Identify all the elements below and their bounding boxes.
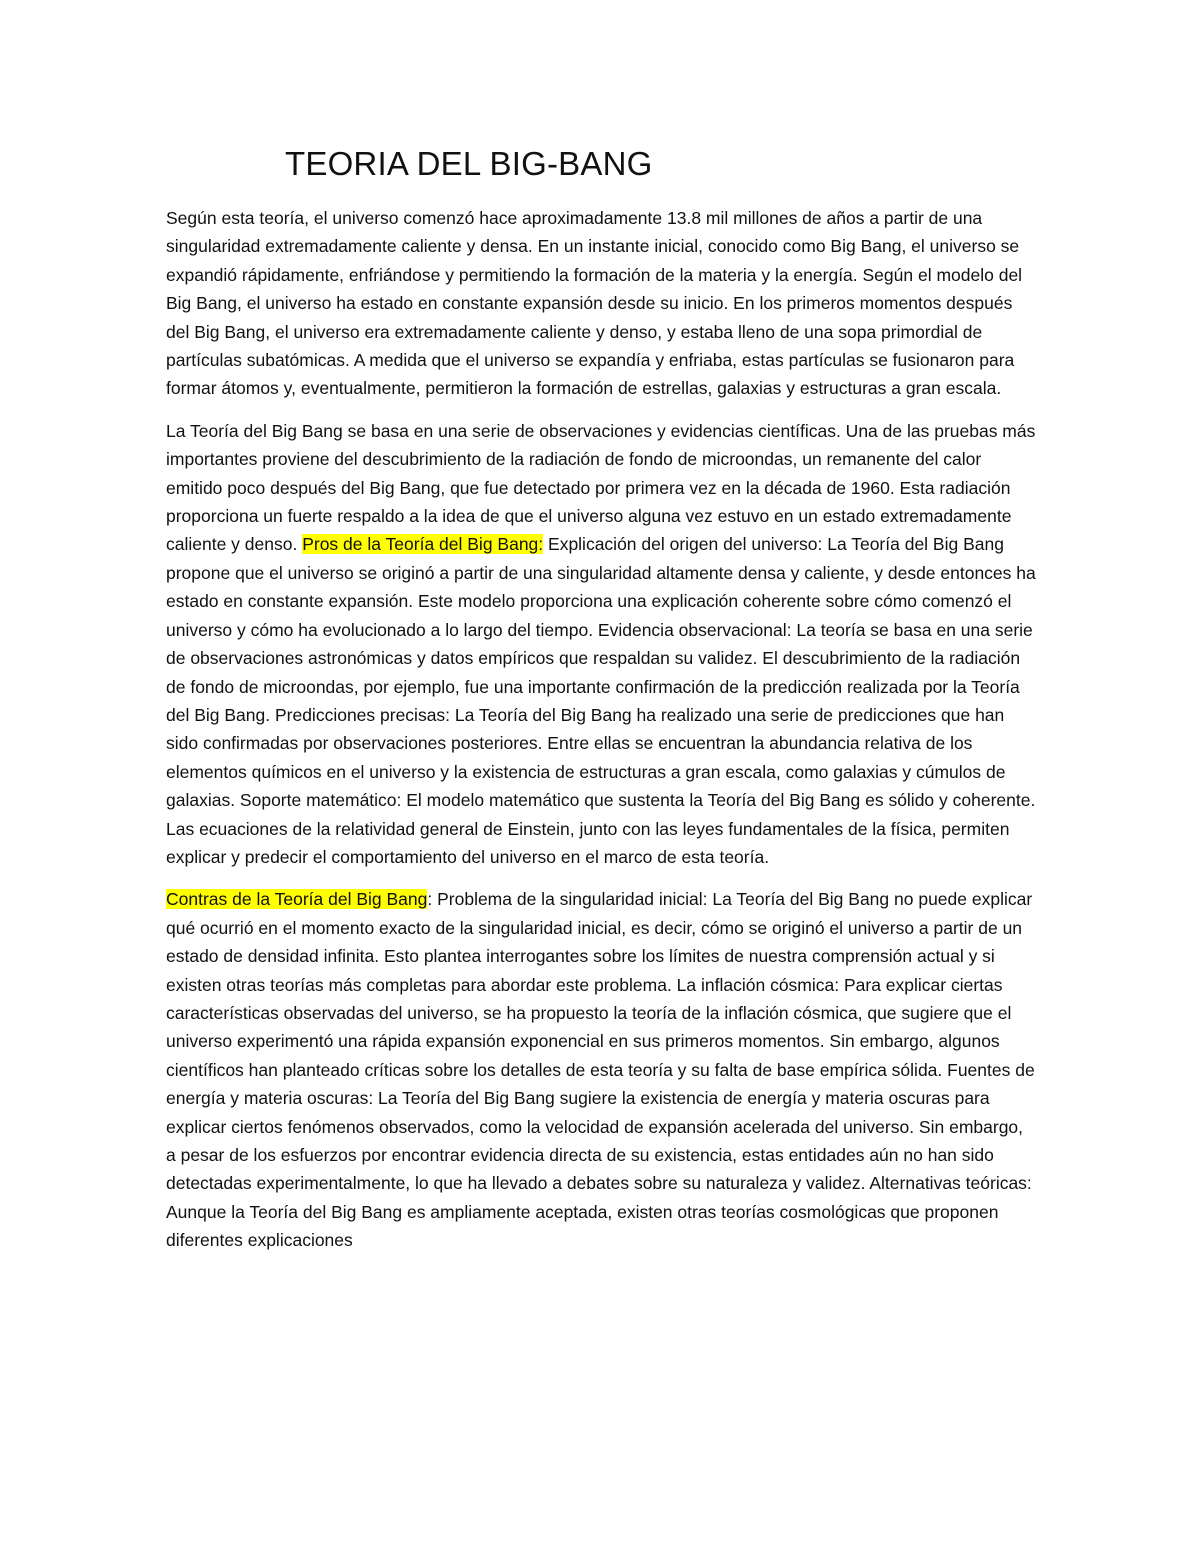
paragraph-contras [166,885,1036,1254]
pros-heading-highlight: Pros de la Teoría del Big Bang: [302,534,544,555]
paragraph-evidence-text: La Teoría del Big Bang se basa en una serie de observaciones y evidencias científicas. Una de las pruebas más importantes proviene del descubrimiento de la radiación de fondo de microondas, un remanente del calor emitido poco después del Big Bang, que fue detectado por primera vez en la década de 1960. Esta radiación proporciona un fuerte respaldo a la idea de que el universo alguna vez estuvo en un estado extremadamente caliente y denso. [166,420,1036,555]
paragraph-evidence-and-pros [166,417,1036,872]
contras-heading-highlight: Contras de la Teoría del Big Bang [166,889,428,910]
pros-body-text: Explicación del origen del universo: La Teoría del Big Bang propone que el universo se originó a partir de una singularidad altamente densa y caliente, y desde entonces ha estado en constante expansión. Este modelo proporciona una explicación coherente sobre cómo comenzó el universo y cómo ha evolucionado a lo largo del tiempo. Evidencia observacional: La teoría se basa en una serie de observaciones astronómicas y datos empíricos que respaldan su validez. El descubrimiento de la radiación de fondo de microondas, por ejemplo, fue una importante confirmación de la predicción realizada por la Teoría del Big Bang. Predicciones precisas: La Teoría del Big Bang ha realizado una serie de predicciones que han sido confirmadas por observaciones posteriores. Entre ellas se encuentran la abundancia relativa de los elementos químicos en el universo y la existencia de estructuras a gran escala, como galaxias y cúmulos de galaxias. Soporte matemático: El modelo matemático que sustenta la Teoría del Big Bang es sólido y coherente. Las ecuaciones de la relatividad general de Einstein, junto con las leyes fundamentales de la física, permiten explicar y predecir el comportamiento del universo en el marco de esta teoría. [166,534,1036,867]
document-title: TEORIA DEL BIG-BANG [285,145,653,182]
contras-body-text: : Problema de la singularidad inicial: La Teoría del Big Bang no puede explicar qué ocurrió en el momento exacto de la singularidad inicial, es decir, cómo se originó el universo a partir de un estado de densidad infinita. Esto plantea interrogantes sobre los límites de nuestra comprensión actual y si existen otras teorías más completas para abordar este problema. La inflación cósmica: Para explicar ciertas características observadas del universo, se ha propuesto la teoría de la inflación cósmica, que sugiere que el universo experimentó una rápida expansión exponencial en sus primeros momentos. Sin embargo, algunos científicos han planteado críticas sobre los detalles de esta teoría y su falta de base empírica sólida. Fuentes de energía y materia oscuras: La Teoría del Big Bang sugiere la existencia de energía y materia oscuras para explicar ciertos fenómenos observados, como la velocidad de expansión acelerada del universo. Sin embargo, a pesar de los esfuerzos por encontrar evidencia directa de su existencia, estas entidades aún no han sido detectadas experimentalmente, lo que ha llevado a debates sobre su naturaleza y validez. Alternativas teóricas: Aunque la Teoría del Big Bang es ampliamente aceptada, existen otras teorías cosmológicas que proponen diferentes explicaciones [166,889,1035,1251]
document-body [166,204,1036,1269]
paragraph-intro: Según esta teoría, el universo comenzó hace aproximadamente 13.8 mil millones de años a partir de una singularidad extremadamente caliente y densa. En un instante inicial, conocido como Big Bang, el universo se expandió rápidamente, enfriándose y permitiendo la formación de la materia y la energía. Según el modelo del Big Bang, el universo ha estado en constante expansión desde su inicio. En los primeros momentos después del Big Bang, el universo era extremadamente caliente y denso, y estaba lleno de una sopa primordial de partículas subatómicas. A medida que el universo se expandía y enfriaba, estas partículas se fusionaron para formar átomos y, eventualmente, permitieron la formación de estrellas, galaxias y estructuras a gran escala. [166,208,1023,399]
